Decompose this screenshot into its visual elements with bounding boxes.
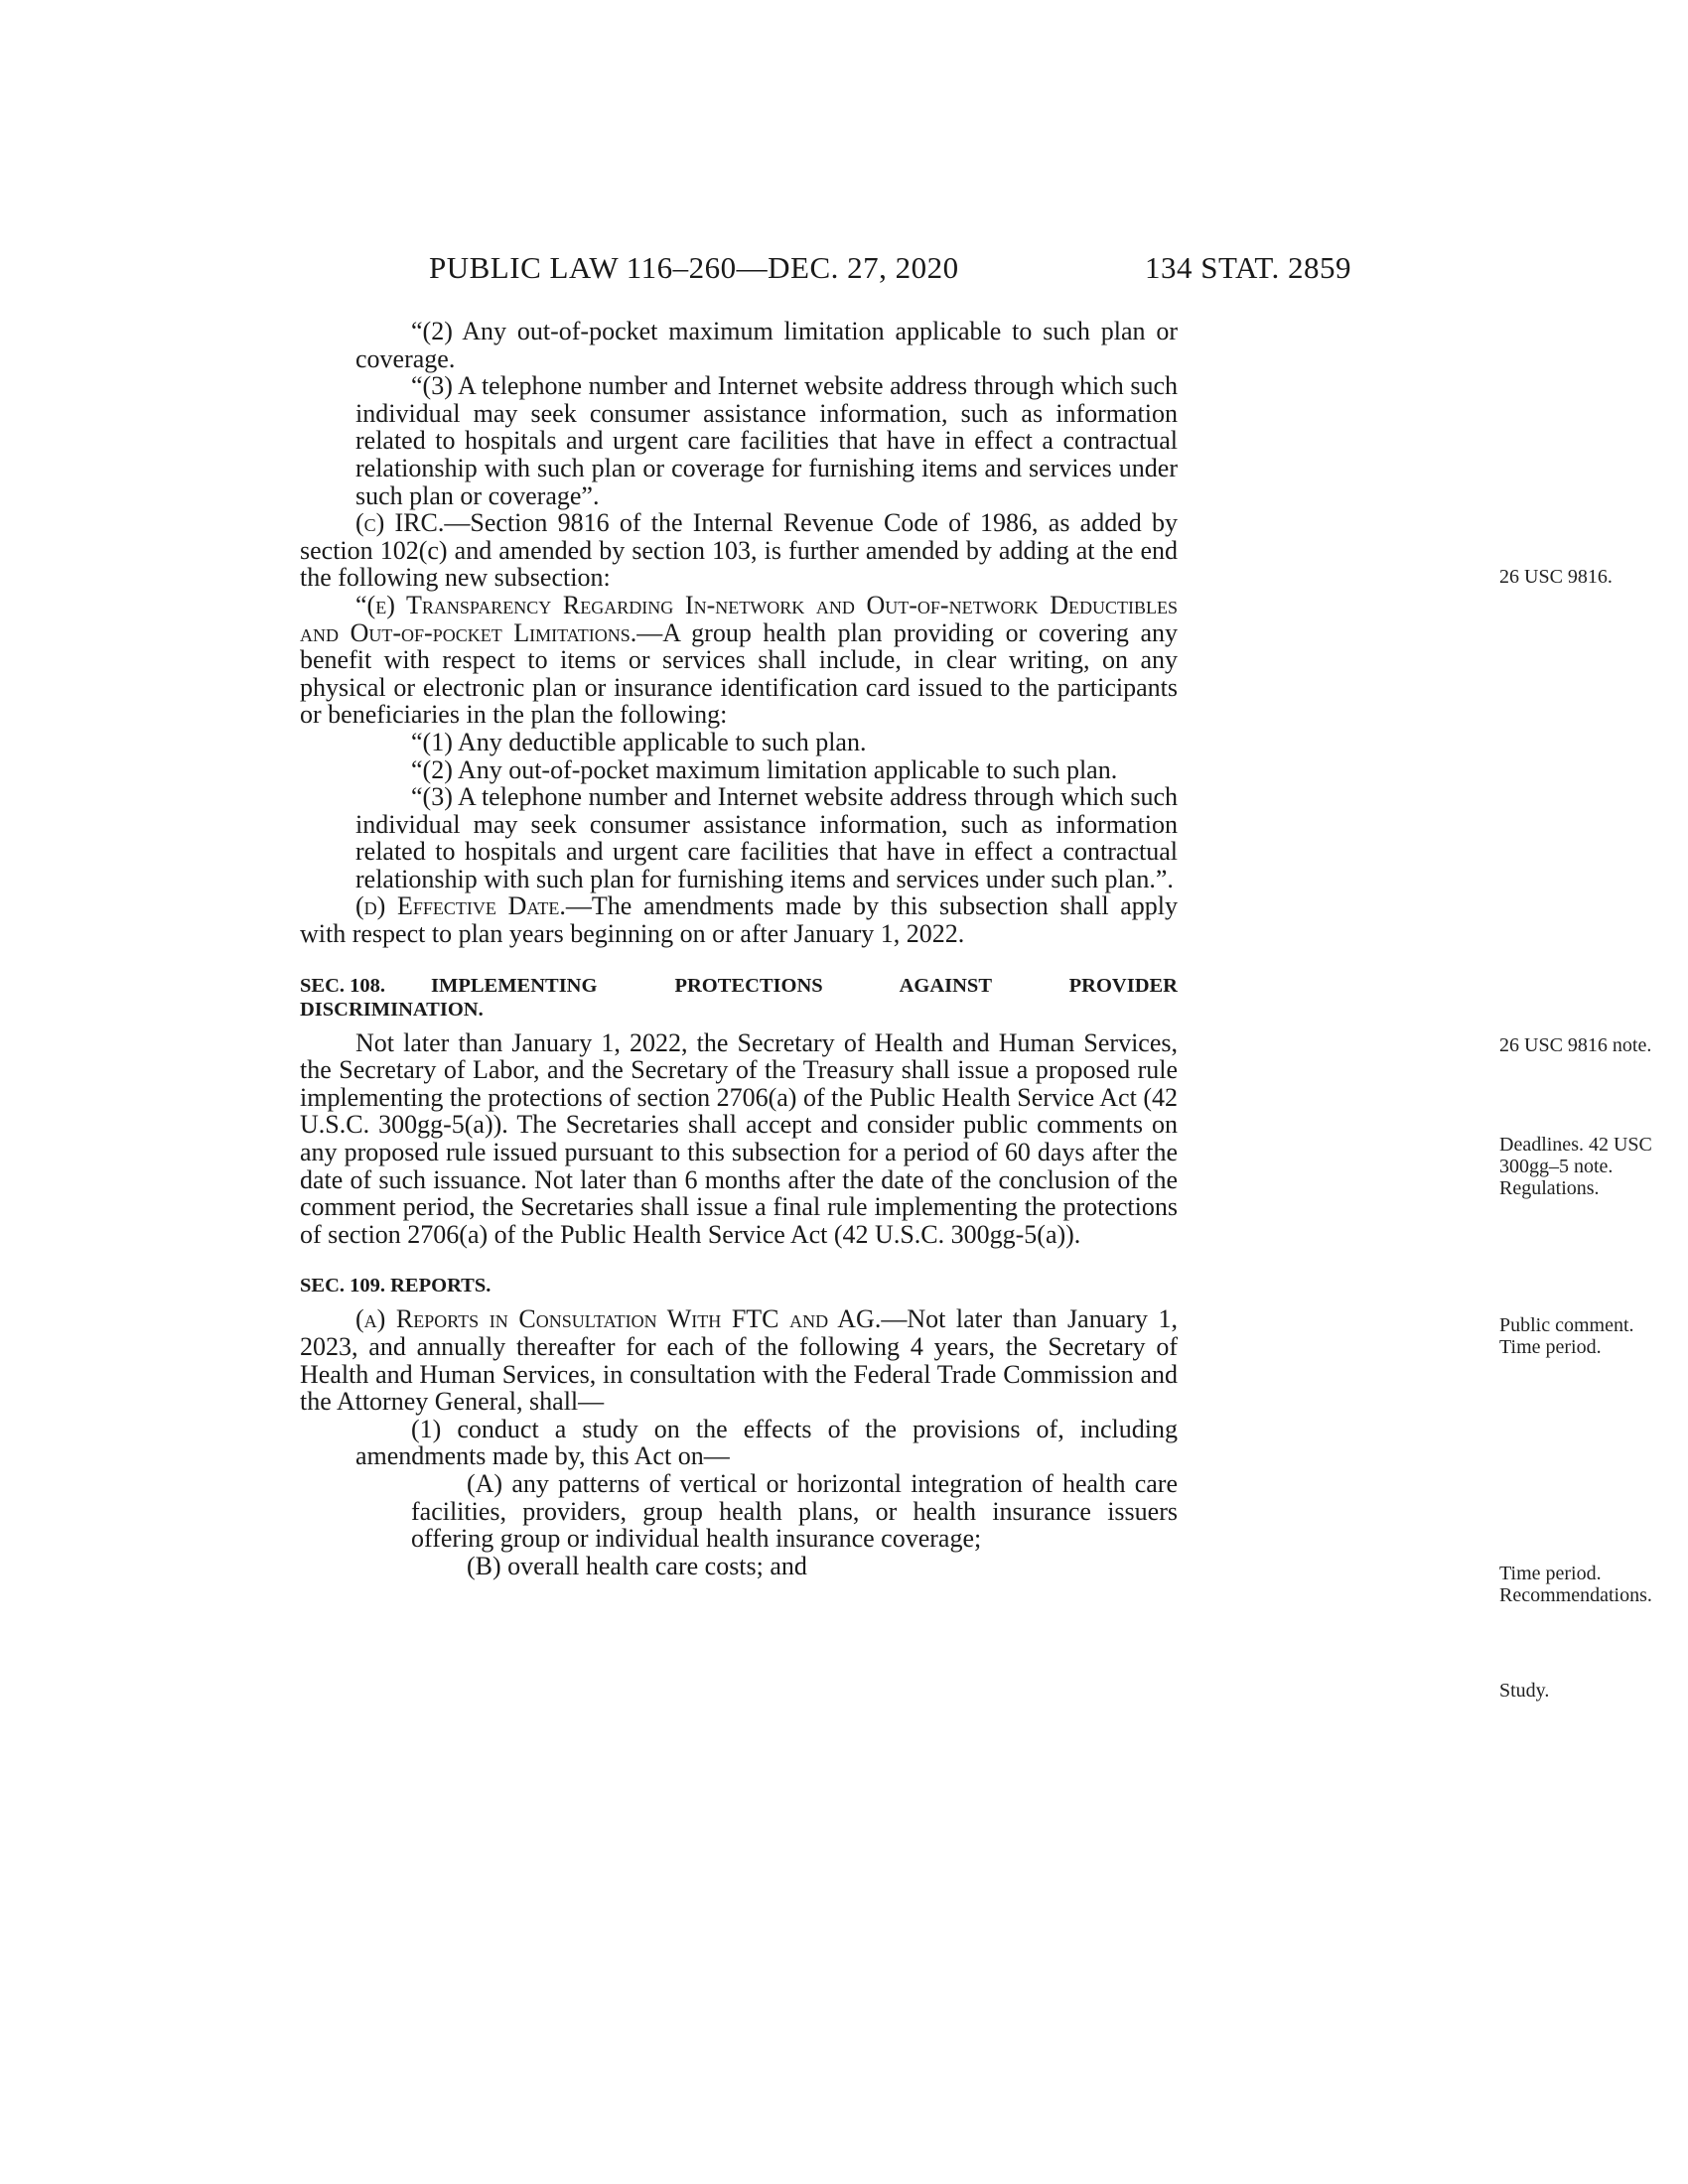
- section-108-heading: [300, 974, 1178, 1022]
- subsection-e-label: “(e) Transparency Regarding In-network and Out-of-network Deductibles and Out-of-pocket Limitations.—: [300, 590, 1178, 647]
- margin-note-9816-note: 26 USC 9816 note.: [1499, 1034, 1652, 1056]
- margin-note-time-period: Time period. Recommendations.: [1499, 1563, 1652, 1606]
- margin-note-deadlines: Deadlines. 42 USC 300gg–5 note. Regulations.: [1499, 1134, 1652, 1199]
- body-text: [300, 317, 1652, 1702]
- subsection-d-text: The amendments made by this subsection shall apply with respect to plan years beginning on or after January 1, 2022.: [300, 891, 1178, 949]
- subsection-c-label: (c) IRC.—: [355, 508, 471, 538]
- paragraph-e2: “(2) Any out-of-pocket maximum limitation applicable to such plan.: [411, 754, 1118, 784]
- subsection-109a-label: (a) Reports in Consultation With FTC and AG.—: [355, 1304, 908, 1334]
- margin-note-9816: 26 USC 9816.: [1499, 566, 1613, 588]
- subparagraph-109aA: (A) any patterns of vertical or horizontal integration of health care facilities, providers, group health plans, or health insurance issuers offering group or individual health insurance coverage;: [411, 1468, 1178, 1554]
- subsection-d-label: (d) Effective Date.—: [355, 891, 592, 921]
- paragraph-e1: “(1) Any deductible applicable to such plan.: [411, 727, 867, 756]
- section-108-text: Not later than January 1, 2022, the Secretary of Health and Human Services, the Secretary of Labor, and the Secretary of the Treasury shall issue a proposed rule implementing the protections of section 2706(a) of the Public Health Service Act (42 U.S.C. 300gg-5(a)). The Secretaries shall accept and consider public comments on any proposed rule issued pursuant to this subsection for a period of 60 days after the date of such issuance. Not later than 6 months after the date of the conclusion of the comment period, the Secretaries shall issue a final rule implementing the protections of section 2706(a) of the Public Health Service Act (42 U.S.C. 300gg-5(a)).: [300, 1027, 1178, 1249]
- paragraph-e3: “(3) A telephone number and Internet website address through which such individual may seek consumer assistance information, such as information related to hospitals and urgent care facilities that have in effect a contractual relationship with such plan for furnishing items and services under such plan.”.: [355, 782, 1178, 893]
- subsection-d: [300, 892, 1178, 947]
- subsection-e-text: A group health plan providing or covering any benefit with respect to items or services shall include, in clear writing, on any physical or electronic plan or insurance identification card issued to the participants or beneficiaries in the plan the following:: [300, 617, 1178, 730]
- subparagraph-109aB: (B) overall health care costs; and: [467, 1551, 807, 1580]
- margin-note-public-comment: Public comment. Time period.: [1499, 1314, 1634, 1358]
- page-number-stat: 134 STAT. 2859: [1145, 250, 1352, 285]
- paragraph-109a1: (1) conduct a study on the effects of the provisions of, including amendments made by, this Act on—: [355, 1414, 1178, 1471]
- subsection-109a-text: Not later than January 1, 2023, and annually thereafter for each of the following 4 years, the Secretary of Health and Human Services, in consultation with the Federal Trade Commission and the Attorney General, shall—: [300, 1304, 1178, 1417]
- section-109-heading: SEC. 109. REPORTS.: [300, 1275, 492, 1297]
- subsection-c: [300, 509, 1178, 592]
- subsection-e: [300, 592, 1178, 729]
- section-108-title-line2: DISCRIMINATION.: [300, 998, 484, 1021]
- paragraph-quoted-2: “(2) Any out-of-pocket maximum limitation applicable to such plan or coverage.: [355, 317, 1178, 373]
- paragraph-quoted-3: “(3) A telephone number and Internet website address through which such individual may seek consumer assistance information, such as information related to hospitals and urgent care facilities that have in effect a contractual relationship with such plan or coverage for furnishing items and services under such plan or coverage”.: [355, 371, 1178, 510]
- subsection-c-text: Section 9816 of the Internal Revenue Code of 1986, as added by section 102(c) and amended by section 103, is further amended by adding at the end the following new subsection:: [300, 508, 1178, 593]
- subsection-109a: [300, 1305, 1178, 1415]
- section-108-title-line1: IMPLEMENTING PROTECTIONS AGAINST PROVIDER: [431, 974, 1178, 997]
- running-header-title: PUBLIC LAW 116–260—DEC. 27, 2020: [429, 250, 959, 285]
- section-108-label: SEC. 108.: [300, 974, 386, 997]
- margin-note-study: Study.: [1499, 1680, 1550, 1702]
